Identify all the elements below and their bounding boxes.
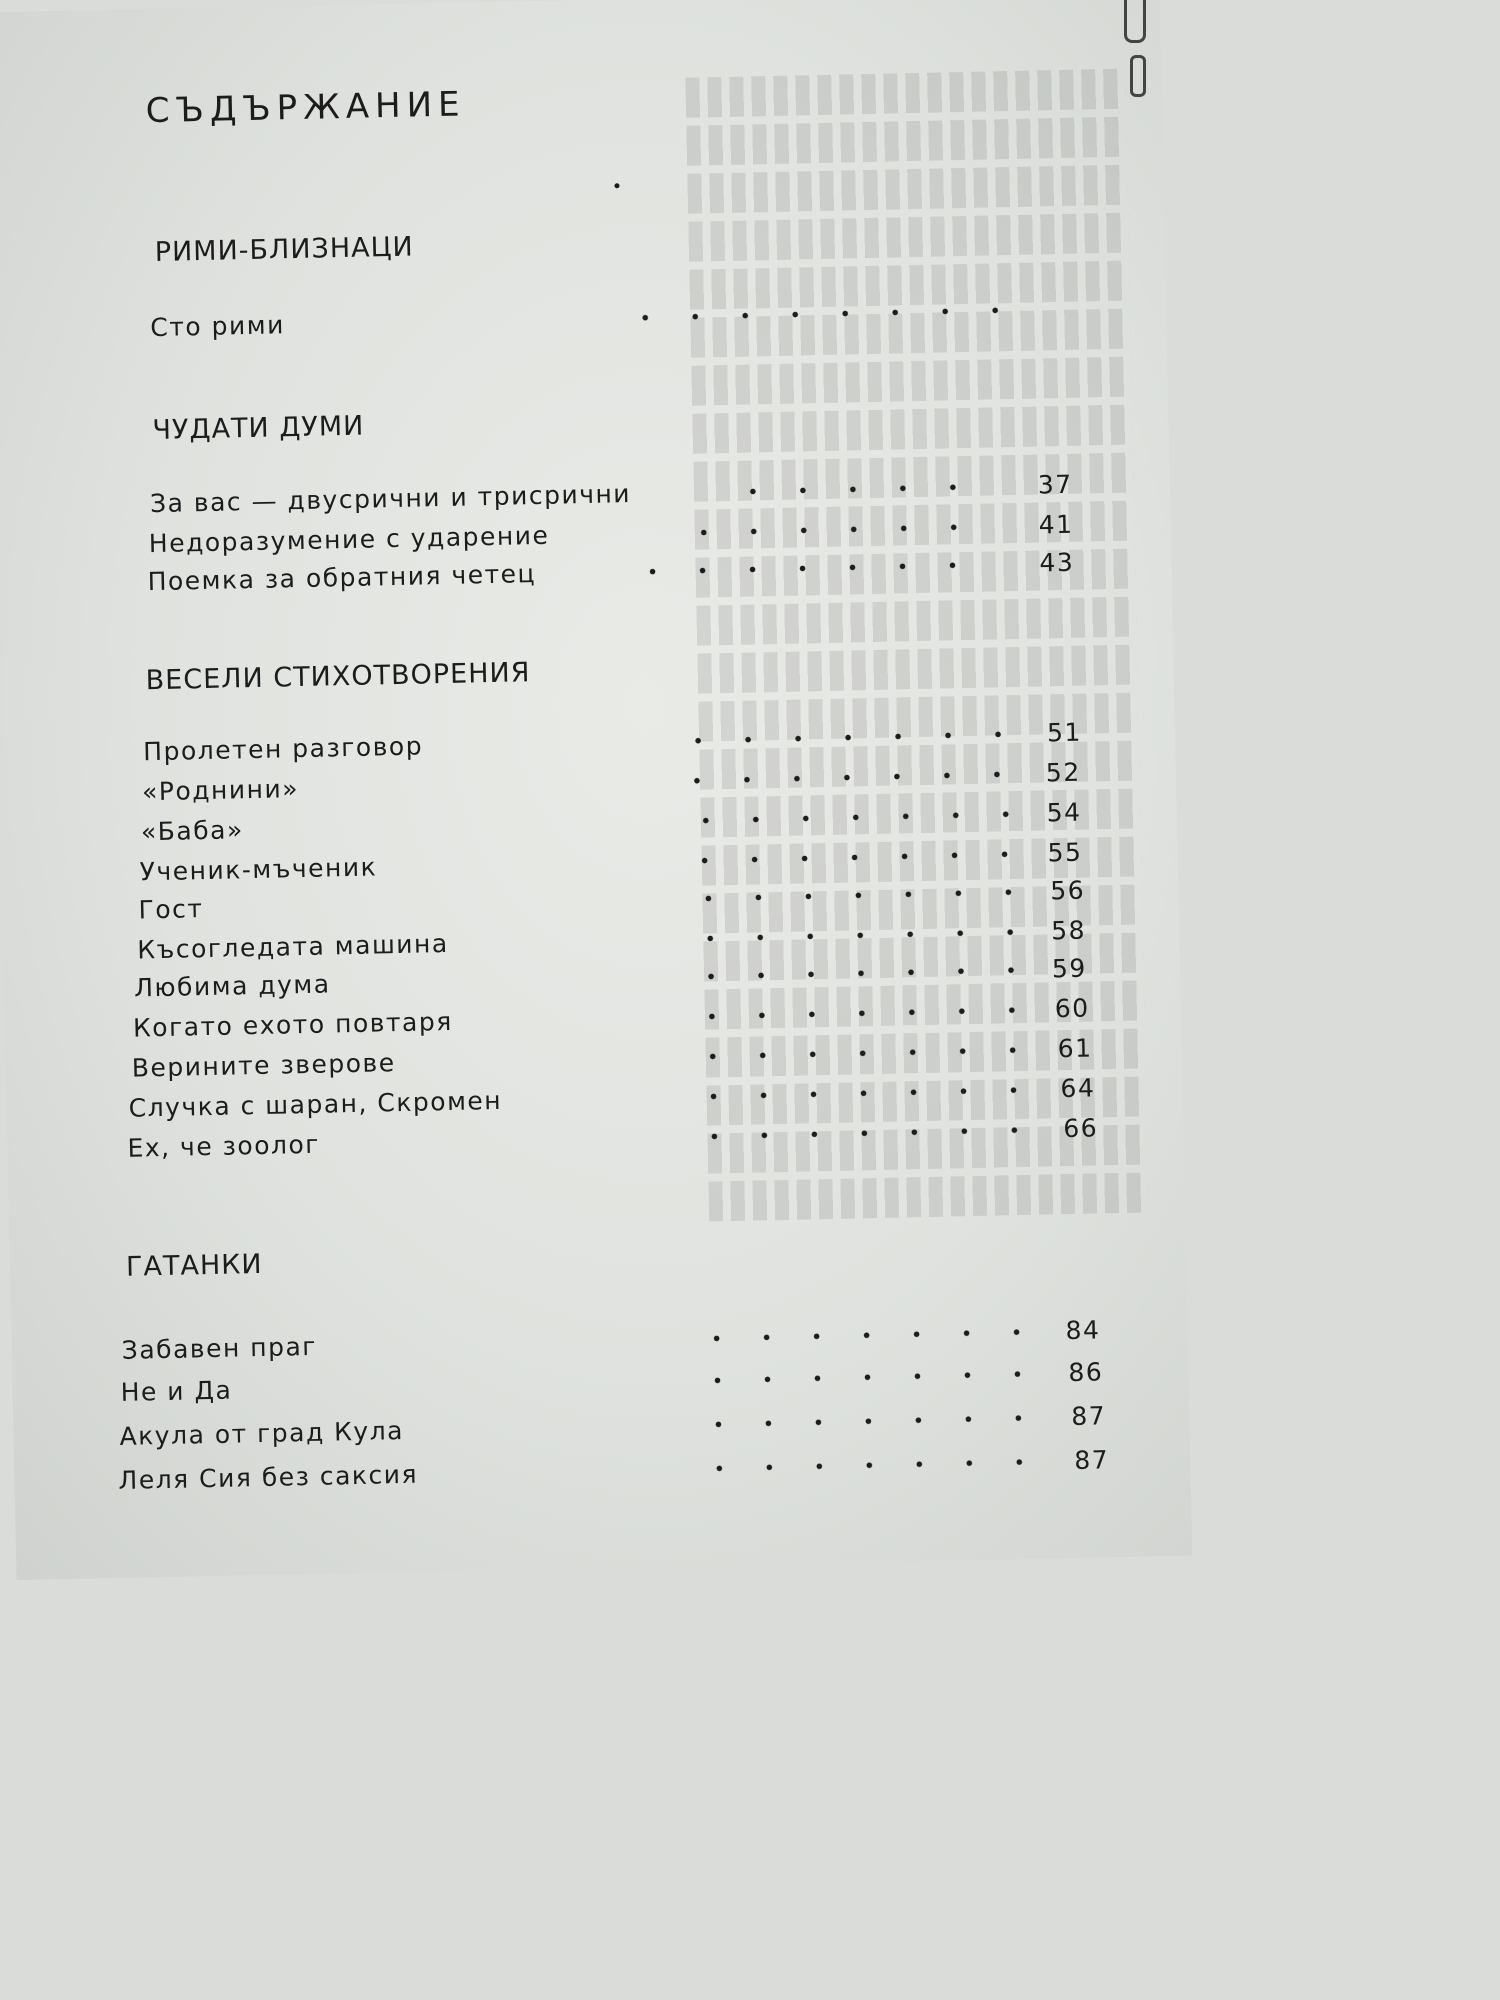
dot-leader xyxy=(689,1087,1019,1100)
toc-entry[interactable] xyxy=(143,717,1093,766)
dot-leader xyxy=(686,967,1016,980)
toc-entry-label: Акула от град Кула xyxy=(119,1415,405,1451)
dot-leader xyxy=(620,307,1000,321)
toc-entry[interactable] xyxy=(150,294,1050,342)
toc-entry-label: Късогледата машина xyxy=(137,928,449,965)
dot-leader xyxy=(628,561,998,575)
dot-leader xyxy=(680,851,1010,864)
toc-entry-label: «Баба» xyxy=(140,815,244,847)
section-heading-chudati-dumi: ЧУДАТИ ДУМИ xyxy=(152,410,365,447)
toc-entry-label: Ученик-мъченик xyxy=(139,852,378,887)
toc-entry-page: 84 xyxy=(1065,1315,1101,1346)
dot-leader xyxy=(681,811,1011,824)
dot-leader xyxy=(673,731,1003,744)
toc-entry-page: 64 xyxy=(1060,1073,1096,1104)
toc-entry-label: Случка с шаран, Скромен xyxy=(128,1085,503,1123)
toc-entry[interactable] xyxy=(119,1401,1119,1451)
toc-entry-page: 55 xyxy=(1047,837,1083,868)
toc-entry[interactable] xyxy=(142,757,1092,806)
toc-entry-label: Гост xyxy=(138,894,204,925)
toc-entry-label: Недоразумение с ударение xyxy=(148,520,550,559)
section-heading-rimi-bliznatsi: РИМИ-БЛИЗНАЦИ xyxy=(154,231,415,268)
toc-entry-page: 86 xyxy=(1068,1357,1104,1388)
toc-entry-page: 43 xyxy=(1039,547,1075,578)
toc-entry-page: 54 xyxy=(1046,797,1082,828)
toc-entry[interactable] xyxy=(118,1445,1118,1495)
toc-entry-label: Сто рими xyxy=(150,310,286,343)
dot-leader xyxy=(685,929,1015,942)
toc-entry-page: 52 xyxy=(1045,757,1081,788)
toc-entry-label: Ех, че зоолог xyxy=(127,1129,321,1163)
toc-entry-page: 61 xyxy=(1057,1033,1093,1064)
dot-leader xyxy=(692,1329,1022,1342)
toc-entry-page: 41 xyxy=(1038,509,1074,540)
toc-entry[interactable] xyxy=(120,1357,1110,1407)
dot-leader xyxy=(683,889,1013,902)
toc-entry-label: Забавен праг xyxy=(121,1331,318,1365)
stray-dot xyxy=(614,183,619,188)
toc-entry-label: Когато ехото повтаря xyxy=(132,1006,453,1043)
toc-entry-page: 59 xyxy=(1051,953,1088,984)
page-title: СЪДЪРЖАНИЕ xyxy=(145,84,466,132)
toc-entry-page: 51 xyxy=(1046,717,1083,748)
toc-entry-label: «Роднини» xyxy=(141,774,300,807)
dot-leader xyxy=(679,523,999,536)
binding-clip xyxy=(1130,55,1146,97)
toc-entry-page: 58 xyxy=(1050,915,1087,946)
toc-entry-page: 66 xyxy=(1063,1113,1099,1144)
toc-entry-page: 37 xyxy=(1037,469,1073,500)
toc-entry-label: Не и Да xyxy=(120,1375,233,1407)
section-heading-veseli-stihotvoreniya: ВЕСЕЛИ СТИХОТВОРЕНИЯ xyxy=(145,657,531,697)
toc-entry[interactable] xyxy=(128,1073,1098,1122)
dot-leader xyxy=(687,1007,1017,1020)
toc-entry[interactable] xyxy=(150,470,1080,518)
toc-entry[interactable] xyxy=(141,797,1091,846)
toc-entry[interactable] xyxy=(133,993,1093,1042)
dot-leader xyxy=(692,1371,1022,1384)
toc-entry-page: 87 xyxy=(1071,1401,1107,1432)
toc-entry-label: Верините зверове xyxy=(131,1048,396,1083)
toc-entry[interactable] xyxy=(121,1315,1111,1365)
dot-leader xyxy=(672,771,1002,784)
toc-entry[interactable] xyxy=(127,1113,1107,1163)
toc-entry-page: 87 xyxy=(1073,1445,1110,1475)
toc-entry-label: Любима дума xyxy=(133,969,331,1003)
toc-entry-label: Леля Сия без саксия xyxy=(118,1459,419,1495)
section-heading-gatanki: ГАТАНКИ xyxy=(125,1248,263,1283)
dot-leader xyxy=(728,483,998,495)
toc-entry[interactable] xyxy=(132,1034,1092,1083)
binding-clip xyxy=(1124,0,1146,43)
dot-leader xyxy=(694,1459,1024,1472)
dot-leader xyxy=(693,1415,1023,1428)
toc-entry-label: Поемка за обратния четец xyxy=(147,559,537,597)
toc-entry-label: Пролетен разговор xyxy=(142,731,424,767)
dot-leader xyxy=(689,1127,1019,1140)
toc-entry-page: 56 xyxy=(1050,875,1086,906)
dot-leader xyxy=(688,1047,1018,1060)
toc-entry-page: 60 xyxy=(1054,993,1090,1024)
toc-entry-label: За вас — двусрични и трисрични xyxy=(149,479,632,519)
